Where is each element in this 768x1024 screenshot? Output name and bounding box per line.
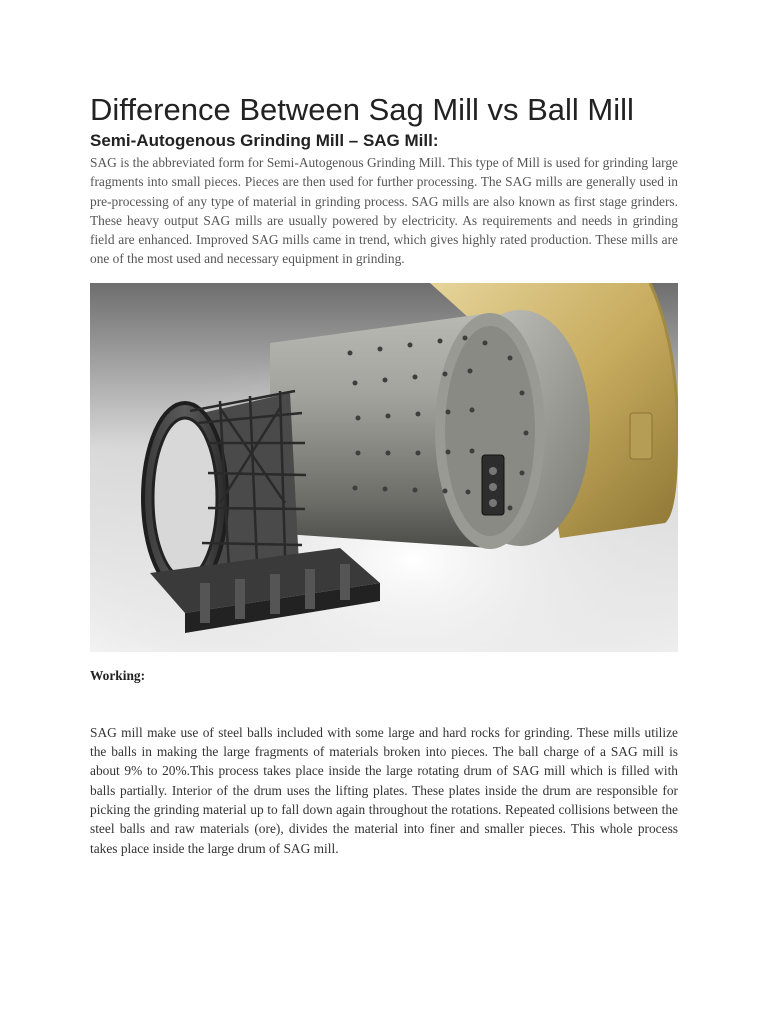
section-subtitle: Semi-Autogenous Grinding Mill – SAG Mill:	[90, 131, 439, 150]
document-page	[90, 92, 678, 858]
intro-paragraph: SAG is the abbreviated form for Semi-Autogenous Grinding Mill. This type of Mill is used for grinding large fragments into small pieces. Pieces are then used for further processing. The SAG mills are generally used in pre-processing of any type of material in grinding process. SAG mills are also known as first stage grinders. These heavy output SAG mills are usually powered by electricity. As requirements and needs in grinding field are enhanced. Improved SAG mills came in trend, which gives highly rated production. These mills are one of the most used and necessary equipment in grinding.	[90, 155, 678, 267]
page-title: Difference Between Sag Mill vs Ball Mill	[90, 92, 634, 127]
working-heading: Working:	[90, 667, 146, 683]
working-paragraph: SAG mill make use of steel balls included with some large and hard rocks for grinding. These mills utilize the balls in making the large fragments of materials broken into pieces. The ball charge of a SAG mill is about 9% to 20%.This process takes place inside the large rotating drum of SAG mill which is filled with balls partially. Interior of the drum uses the lifting plates. These plates inside the drum are responsible for picking the grinding material up to fall down again throughout the rotations. Repeated collisions between the steel balls and raw materials (ore), divides the material into finer and smaller pieces. This whole process takes place inside the large drum of SAG mill.	[90, 724, 678, 856]
sag-mill-illustration	[90, 283, 678, 652]
